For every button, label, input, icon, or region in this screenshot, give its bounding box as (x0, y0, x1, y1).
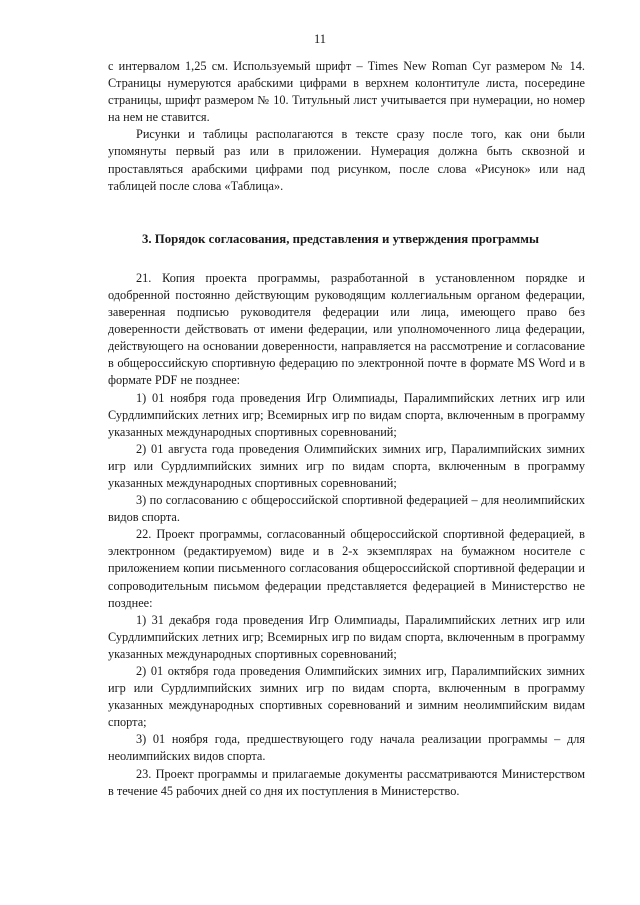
clause-23: 23. Проект программы и прилагаемые документы рассматриваются Министерством в течение 45 рабочих дней со дня их поступления в Министерство. (108, 766, 585, 798)
section-heading: 3. Порядок согласования, представления и утверждения программы (142, 231, 539, 246)
clause-22: 22. Проект программы, согласованный общероссийской спортивной федерацией, в электронном (редактируемом) виде и в 2-х экземплярах на бумажном носителе с приложением копии письменного согласования общероссийской спортивной федерации и сопроводительным письмом федерации представляется федерацией в Министерство не позднее: (108, 527, 585, 610)
document-body (108, 58, 585, 800)
intro-paragraph-2: Рисунки и таблицы располагаются в тексте сразу после того, как они были упомянуты первый раз или в приложении. Нумерация должна быть сквозной и проставляться арабскими цифрами под рисунком, после слова «Рисунок» или над таблицей после слова «Таблица». (108, 127, 585, 193)
clause-21-item-3: 3) по согласованию с общероссийской спортивной федерацией – для неолимпийских видов спорта. (108, 493, 585, 525)
clause-21-item-1: 1) 01 ноября года проведения Игр Олимпиады, Паралимпийских летних игр или Сурдлимпийских летних игр; Всемирных игр по видам спорта, включенным в программу указанных международных спортивных соревнований; (108, 390, 585, 439)
clause-22-item-1: 1) 31 декабря года проведения Игр Олимпиады, Паралимпийских летних игр или Сурдлимпийских летних игр; Всемирных игр по видам спорта, включенным в программу указанных международных спортивных соревнований; (108, 612, 585, 661)
clause-21-item-2: 2) 01 августа года проведения Олимпийских зимних игр, Паралимпийских зимних игр или Сурдлимпийских зимних игр по видам спорта, включенным в программу указанных международных спортивных соревнований; (108, 441, 585, 490)
clause-22-item-3: 3) 01 ноября года, предшествующего году начала реализации программы – для неолимпийских видов спорта. (108, 732, 585, 764)
clause-22-item-2: 2) 01 октября года проведения Олимпийских зимних игр, Паралимпийских зимних игр или Сурдлимпийских зимних игр по видам спорта, включенным в программу указанных международных спортивных соревнований и зимним неолимпийским видам спорта; (108, 664, 585, 730)
clause-21: 21. Копия проекта программы, разработанной в установленном порядке и одобренной постоянно действующим руководящим коллегиальным органом федерации, заверенная подписью руководителя федерации или лица, имеющего право без доверенности действовать от имени федерации, или уполномоченного лица федерации, действующего на основании доверенности, направляется на рассмотрение и согласование в общероссийскую спортивную федерацию по электронной почте в формате MS Word и в формате PDF не позднее: (108, 270, 585, 388)
intro-paragraph-1: с интервалом 1,25 см. Используемый шрифт – Times New Roman Cyr размером № 14. Страницы нумеруются арабскими цифрами в верхнем колонтитуле листа, посередине страницы, шрифт размером № 10. Титульный лист учитывается при нумерации, но номер на нем не ставится. (108, 59, 585, 125)
page-number: 11 (313, 32, 327, 46)
